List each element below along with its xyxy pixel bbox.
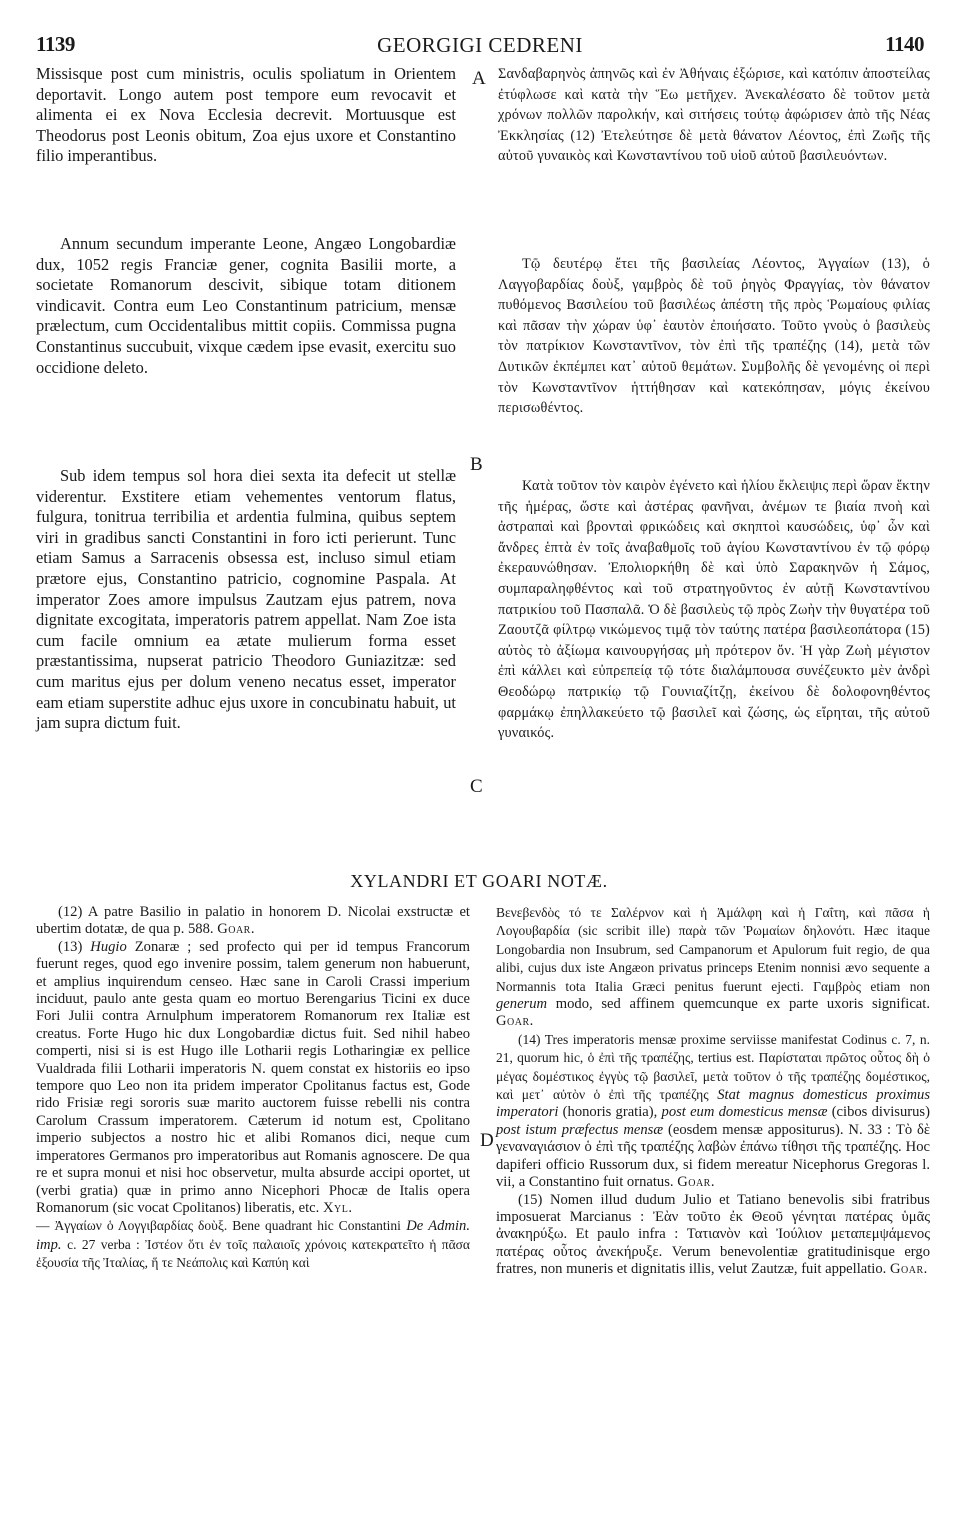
greek-column-para-1 — [498, 64, 930, 167]
notes-title: XYLANDRI ET GOARI NOTÆ. — [350, 871, 608, 891]
note-signature: Goar. — [217, 921, 255, 938]
note-emphasis: Stat magnus domesticus proximus imperatori — [496, 1087, 931, 1121]
margin-letter-c: C — [470, 776, 483, 797]
note-signature: Goar. — [889, 1261, 928, 1278]
greek-paragraph: Τῷ δευτέρῳ ἔτει τῆς βασιλείας Λέοντος, Ἀγγαίων (13), ὁ Λαγγοβαρδίας δοὺξ, γαμβρὸς δὲ τοῦ ῥηγὸς Φραγγίας, τὸν θάνατον πυθόμενος Βασιλείου τοῦ βασιλέως ἀπέστη τῆς πρὸς Ῥωμαίους φιλίας καὶ πᾶσαν τὴν χώραν ὑφ᾽ ἑαυτὸν ἐποιήσατο. Τοῦτο γνοὺς ὁ βασιλεὺς τὸν πατρίκιον Κωνσταντῖνον, τὸν ἐπὶ τῆς τραπέζης (14), μετὰ τῶν Δυτικῶν ἐκπέμπει κατ᾽ αὐτοῦ θεμάτων. Συμβολῆς δὲ γενομένης οἱ περὶ τὸν Κωνσταντῖνον ἡττήθησαν καὶ κατεκόπησαν, μόγις ἐκείνου περισωθέντος. — [498, 256, 930, 417]
running-title: GEORGIGI CEDRENI — [377, 33, 583, 57]
note-signature: Goar. — [677, 1174, 716, 1191]
note-emphasis: generum — [496, 996, 548, 1013]
margin-letter-b: B — [470, 454, 483, 475]
note-emphasis: post istum præfectus mensæ — [496, 1121, 664, 1138]
latin-paragraph: Annum secundum imperante Leone, Angæo Longobardiæ dux, 1052 regis Franciæ gener, cognita Basilii morte, a societate Romanorum descivit, sibique totam ditionem vindicavit. Contra eum Leo Constantinum patricium, mensæ prælectum, cum Occidentalibus mittit copiis. Commissa pugna Constantinus succubuit, vixque cædem ipse evasit, exercitu suo occidione deleto. — [36, 234, 456, 377]
note-text: (15) Nomen illud dudum Julio et Tatiano benevolis sibi fratribus imposuerat Marcianus : Ἐὰν τοῦτο ἐκ Θεοῦ γένηται πατέρας ὑμᾶς ἀνακηρύξω. Et paulo infra : Τατιανὸν καὶ Ἰούλιον μεταπεμψάμενος πατέρας οὗτος ἀνεκήρυξε. Verum benevolentiæ gratitudinisque ergo fratres, non muneris et dignitatis illis, velut Zautzæ, fuit appellatio. — [496, 1191, 930, 1278]
note-text: (14) Tres imperatoris mensæ proxime serviisse manifestat Codinus c. 7, n. 21, quorum hic, ὁ ἐπὶ τῆς τραπέζης, tertius est. Παρίσταται πρῶτος οὗτος δὴ ὁ μέγας δομέστικος ἐγγὺς τῷ βασιλεῖ, μετὰ τοῦτον ὁ τῆς τραπέζης δομέστικος, καὶ μετ᾽ αὐτὸν ὁ ἐπὶ τῆς τραπέζης — [496, 1031, 930, 1103]
latin-column-para-1 — [36, 64, 456, 167]
note-text: modo, sed affinem quemcunque ex parte uxoris significat. — [555, 996, 930, 1013]
note-12 — [36, 904, 470, 939]
note-text: Zonaræ ; sed profecto qui per id tempus Francorum fuerunt reges, quod ego invenire possim, talem generum non habuerunt, et amplius inquirendum censeo. Hæc sane in Caroli Crassi imperium inciduut, paulo ante gesta quam eo mortuo Berengarius Ticini ex duce Fori Julii contra Arnulphum imperatorem Romanorum rex Italiæ est creatus. Forte Hugo hic dux Longobardiæ dictus fuit. Sed nihil habeo comperti, nisi si is est Hugo ille Lotharii regis Lotharingiæ ex pellice Vualdrada filii Lotharii imperatoris N. quem constat ex historiis eo ipso tempore quo Leo non ita pridem imperator Cpolitanus factus est, Gode rido Frisiæ regi sororis suæ marito auctorem fuisse rebelli nis contra Carolum Crassum imperatorem. Cæterum id notum est, Cpolitano imperio subjectos a nostro hic et alibi Romanos dici, neque cum imperatores Germanos pro imperatoribus aut Romanis agnoscere. De qua re et supra monui et nisi hoc observetur, multa absurde accipi oportet, ut (verbi gratia) quæ in primo anno Nicephori Phocæ de Italis opera Romanorum (sic vocat Cpolitanos) liberatis, etc. — [36, 938, 470, 1216]
note-text: (honoris gratia), — [562, 1104, 658, 1121]
notes-left-column — [36, 904, 470, 1273]
note-number: (13) — [58, 938, 83, 955]
note-12-text: (12) A patre Basilio in palatio in honorem D. Nicolai exstructæ et ubertim dotatæ, de qua p. 588. — [36, 904, 470, 938]
margin-letter-d: D — [480, 1130, 494, 1151]
note-13-continued — [36, 1217, 470, 1272]
note-14 — [496, 1031, 930, 1192]
page-header — [36, 32, 924, 60]
note-signature: Xyl. — [322, 1199, 353, 1216]
latin-paragraph: Sub idem tempus sol hora diei sexta ita defecit ut stellæ viderentur. Exstitere etiam vehementes ventorum flatus, fulgura, tonitrua terribilia et ardentia fulmina, quibus septem viri in gradibus sancti Constantini in foro icti perierunt. Tunc etiam Samus a Sarracenis obsessa est, incluso simul etiam prætore ejus, Constantino patricio, cognomine Paspala. At imperator Zoes amore impulsus Zautzam ejus patrem, nova dignitate excogitata, imperatoris patrem appellat. Nam Zoe ista cum facile omnium ea ætate mulierum forma esset præstantissima, nupserat patricio Theodoro Guniazitzæ: sed cum maritus ejus per dolum veneno necatus esset, imperator eam etiam superstite adhuc ejus uxore in concubinatu habuit, ut jam supra dictum fuit. — [36, 466, 456, 733]
greek-paragraph: Κατὰ τοῦτον τὸν καιρὸν ἐγένετο καὶ ἡλίου ἔκλειψις περὶ ὥραν ἕκτην τῆς ἡμέρας, ὥστε καὶ ἀστέρας φανῆναι, ἀνέμων τε βιαία πνοὴ καὶ ἀστραπαὶ καὶ βρονταὶ φρικώδεις καὶ σκηπτοὶ καυσώδεις, ὑφ᾽ ὧν καὶ ἄνδρες ἑπτὰ ἐν τοῖς ἀναβαθμοῖς τοῦ ἁγίου Κωνσταντίνου ἐν τῷ φόρῳ ἐκεραυνώθησαν. Ἐπολιορκήθη δὲ καὶ ὑπὸ Σαρακηνῶν ἡ Σάμος, συμπαραληφθέντος καὶ τοῦ στρατηγοῦντος ἐν αὐτῇ Κωνσταντίνου πατρικίου τοῦ Πασπαλᾶ. Ὁ δὲ βασιλεὺς τῷ πρὸς Ζωὴν τὴν θυγατέρα τοῦ Ζαουτζᾶ φίλτρῳ νικώμενος τιμᾷ τὸν ταύτης πατέρα βασιλεοπάτορα (15) αὐτὸς τὸ ἀξίωμα καινουργήσας μὴ πρότερον ὄν. Ἡ γὰρ Ζωὴ μέγιστον ἐπὶ κάλλει καὶ εὐπρεπείᾳ τῷ τότε διαλάμπουσα συνέζευκτο μὲν ἀνδρὶ Θεοδώρῳ πατρικίῳ τῷ Γουνιαζίτζῃ, ἐκείνου δὲ δολοφονηθέντος φαρμάκῳ ἐπηλλακεύετο τῷ βασιλεῖ καὶ ζώσης, ὡς εἴρηται, τῆς αὐτοῦ γυναικός. — [498, 478, 930, 742]
page-number-left: 1139 — [36, 32, 75, 56]
margin-letter-a: A — [472, 68, 486, 89]
greek-column-para-2 — [498, 254, 930, 419]
note-emphasis: post eum domesticus mensæ — [661, 1104, 828, 1121]
note-text: c. 27 verba : Ἰστέον ὅτι ἐν τοῖς παλαιοῖς χρόνοις κατεκρατεῖτο ἡ πᾶσα ἐξουσία τῆς Ἰταλίας, ἥ τε Νεάπολις καὶ Καπύη καὶ — [36, 1236, 470, 1271]
note-citation: De Admin. imp. — [36, 1218, 471, 1253]
notes-right-column — [496, 904, 930, 1279]
note-text: — Ἀγγαίων ὁ Λογγιβαρδίας δοὺξ. Bene quadrant hic Constantini — [36, 1218, 401, 1234]
greek-paragraph: Σανδαβαρηνὸς ἀπηνῶς καὶ ἐν Ἀθήναις ἐξώρισε, καὶ κατόπιν ἀποστείλας ἐτύφλωσε καὶ κατὰ τὴν Ἕω μετῆχεν. Ἀνεκαλέσατο δὲ τοῦτον μετὰ χρόνων πολλῶν παρολκήν, καὶ σιτήσεις τούτῳ ἀφώρισεν ἀπὸ τῆς Νέας Ἐκκλησίας (12) Ἐτελεύτησε δὲ μετὰ θάνατον Λέοντος, ἐπὶ Ζωῆς τῆς αὐτοῦ γυναικὸς καὶ Κωνσταντίνου τοῦ υἱοῦ αὐτοῦ βασιλευόντων. — [498, 66, 930, 165]
note-13 — [36, 939, 470, 1218]
note-text: (cibos divisurus) — [831, 1104, 930, 1121]
page-number-right: 1140 — [885, 32, 924, 56]
note-text: Βενεβενδὸς τό τε Σαλέρνον καὶ ἡ Ἀμάλφη καὶ ἡ Γαΐτη, καὶ πᾶσα ἡ Λογουβαρδία (sic scribit ille) παρὰ τῶν Ῥωμαίων δηλονότι. Hæc itaque Longobardia non Insubrum, sed Campanorum et Apulorum fuit regio, de qua alibi, cujus dux iste Angæon privatus princeps Etenim nonnisi ævo sequente a Normannis tota Italia Græci penitus fuerunt ejecti. Γαμβρὸς etiam non — [496, 905, 930, 994]
latin-column-para-3 — [36, 466, 456, 734]
latin-paragraph: Missisque post cum ministris, oculis spoliatum in Orientem deportavit. Longo autem post tempore eum revocavit et alimenta ei ex Nova Ecclesia decrevit. Mortuusque est Theodorus post Leonis obitum, Zoa ejus uxore et Constantino filio imperantibus. — [36, 64, 456, 166]
note-13-end — [496, 904, 930, 1031]
latin-column-para-2 — [36, 234, 456, 378]
note-lemma: Hugio — [90, 938, 127, 955]
note-15 — [496, 1192, 930, 1279]
note-text: (eosdem mensæ appositurus). N. 33 : Τὸ δὲ γεναναγιάσιον ὁ ἐπὶ τῆς τραπέζης λαβὼν ἐπάνω τίθησι τῆς τραπέζης. Hoc dapiferi officio Russorum dux, si fidem mereatur Nicephorus Gregoras l. vii, a Constantino fuit ornatus. — [496, 1121, 931, 1191]
note-signature: Goar. — [496, 1013, 534, 1030]
greek-column-para-3 — [498, 476, 930, 744]
